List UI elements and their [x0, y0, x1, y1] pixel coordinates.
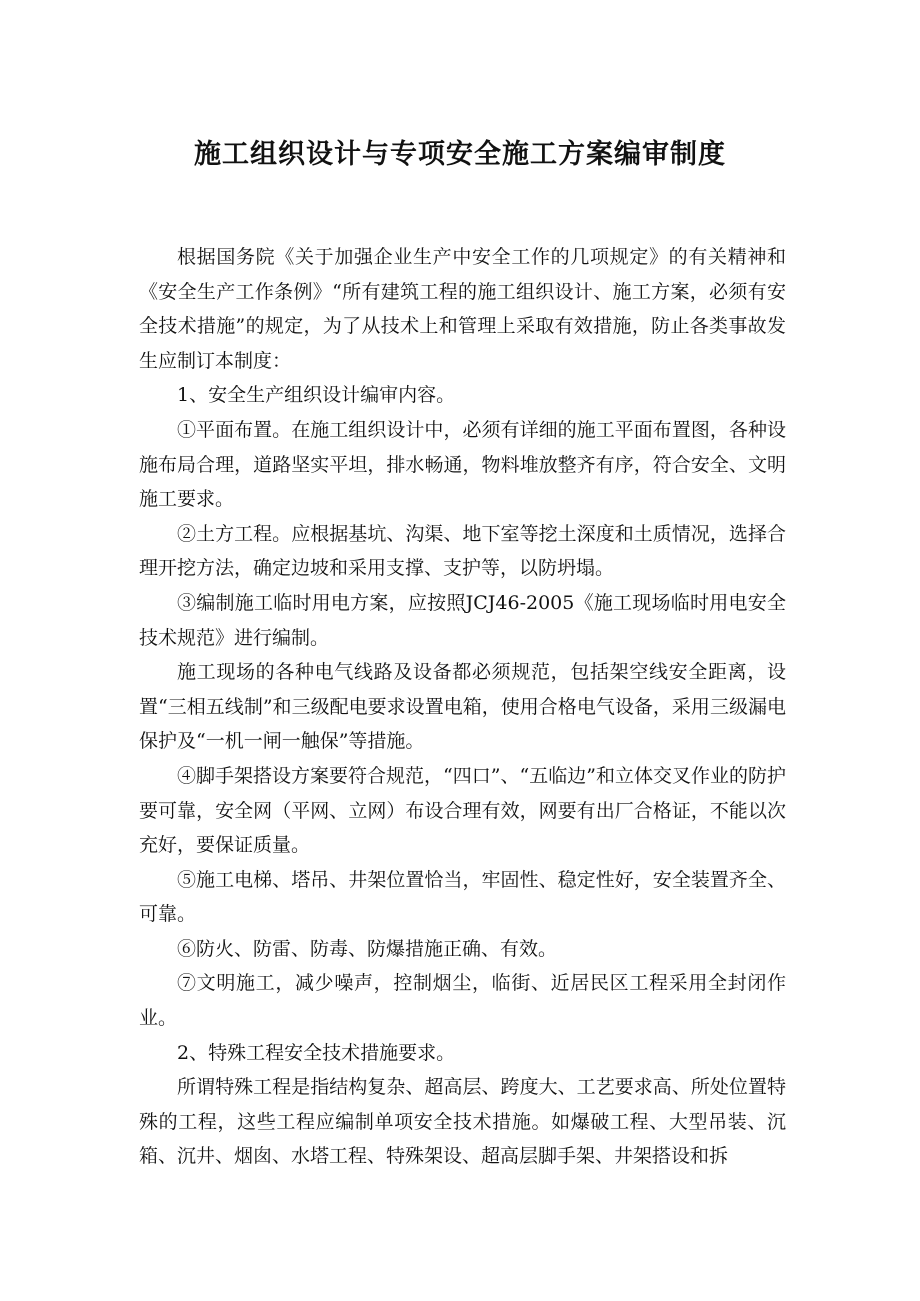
document-body: [139, 240, 786, 1174]
section-heading-2: 2、特殊工程安全技术措施要求。: [177, 1041, 456, 1064]
paragraph-temp-power: ③编制施工临时用电方案，应按照JCJ46-2005《施工现场临时用电安全技术规范》进行编制。: [139, 591, 786, 649]
paragraph-fire: ⑥防火、防雷、防毒、防爆措施正确、有效。: [177, 937, 558, 960]
document-title: 施工组织设计与专项安全施工方案编审制度: [194, 139, 726, 170]
paragraph-scaffold: ④脚手架搭设方案要符合规范，“四口”、“五临边”和立体交叉作业的防护要可靠，安全网（平网、立网）布设合理有效，网要有出厂合格证，不能以次充好，要保证质量。: [139, 764, 786, 857]
paragraph-lifting: ⑤施工电梯、塔吊、井架位置恰当，牢固性、稳定性好，安全装置齐全、可靠。: [139, 868, 786, 926]
paragraph-civilized: ⑦文明施工，减少噪声，控制烟尘，临街、近居民区工程采用全封闭作业。: [139, 972, 786, 1030]
paragraph-earthwork: ②土方工程。应根据基坑、沟渠、地下室等挖土深度和土质情况，选择合理开挖方法，确定边坡和采用支撑、支护等，以防坍塌。: [139, 522, 786, 580]
section-heading-1: 1、安全生产组织设计编审内容。: [177, 384, 456, 407]
paragraph-special: 所谓特殊工程是指结构复杂、超高层、跨度大、工艺要求高、所处位置特殊的工程，这些工程应编制单项安全技术措施。如爆破工程、大型吊装、沉箱、沉井、烟囱、水塔工程、特殊架设、超高层脚手架、井架搭设和拆: [139, 1076, 786, 1168]
paragraph-layout: ①平面布置。在施工组织设计中，必须有详细的施工平面布置图，各种设施布局合理，道路坚实平坦，排水畅通，物料堆放整齐有序，符合安全、文明施工要求。: [139, 418, 786, 511]
paragraph-intro: 根据国务院《关于加强企业生产中安全工作的几项规定》的有关精神和《安全生产工作条例》“所有建筑工程的施工组织设计、施工方案，必须有安全技术措施”的规定，为了从技术上和管理上采取有效措施，防止各类事故发生应制订本制度：: [139, 246, 786, 372]
paragraph-electrical: 施工现场的各种电气线路及设备都必须规范，包括架空线安全距离，设置“三相五线制”和三级配电要求设置电箱，使用合格电气设备，采用三级漏电保护及“一机一闸一触保”等措施。: [139, 661, 786, 753]
